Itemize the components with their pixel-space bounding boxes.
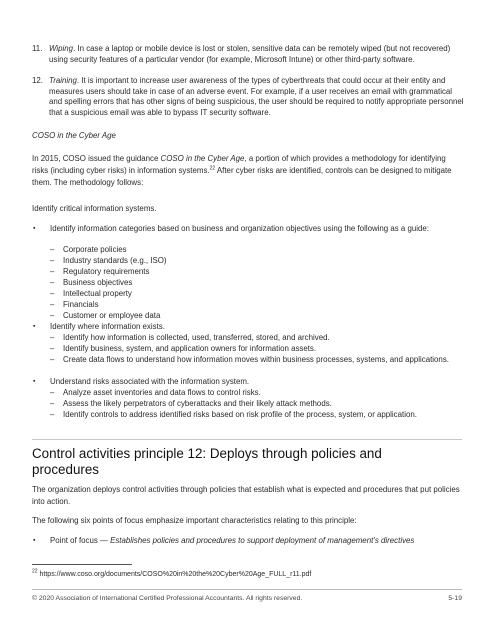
dash-icon: – — [50, 245, 55, 254]
sub-item-text: Industry standards (e.g., ISO) — [63, 256, 167, 265]
item-text: . In case a laptop or mobile device is lost or stolen, sensitive data can be remotely wiped (but not recovered) using security features of a particular vendor (for example, Microsoft Intune) or other third-party software. — [49, 44, 451, 64]
footnote — [32, 570, 462, 579]
footer-divider — [32, 589, 462, 590]
list-item-12 — [32, 76, 464, 118]
bullet-text: Identify where information exists. — [50, 322, 165, 331]
dash-icon: – — [50, 300, 55, 309]
dash-icon: – — [50, 333, 55, 342]
bullet-text: Identify information categories based on business and organization objectives using the following as a guide: — [50, 224, 429, 233]
intro-post: After cyber risks are identified, controls can be designed to mitigate them. The methodology follows: — [32, 165, 452, 187]
sub-item — [50, 300, 460, 311]
sub-item-text: Financials — [63, 300, 99, 309]
sub-item-text: Intellectual property — [63, 289, 132, 298]
footnote-divider — [32, 564, 132, 565]
dash-icon: – — [50, 256, 55, 265]
dash-icon: – — [50, 278, 55, 287]
dash-icon: – — [50, 311, 55, 320]
intro-paragraph — [32, 153, 464, 188]
paragraph: The organization deploys control activities through policies that establish what is expected and procedures that put policies into action. — [32, 485, 460, 506]
footnote-url[interactable]: https://www.coso.org/documents/COSO%20in%20the%20Cyber%20Age_FULL_r11.pdf — [39, 571, 312, 578]
dash-icon: – — [50, 399, 55, 408]
sub-item-text: Identify business, system, and application owners for information assets. — [63, 344, 317, 353]
sub-item-text: Identify how information is collected, used, transferred, stored, and archived. — [63, 333, 330, 342]
dash-icon: – — [50, 355, 55, 364]
item-title: Wiping — [49, 44, 74, 53]
page-footer — [32, 594, 462, 603]
page-number: 5-19 — [448, 595, 462, 602]
intro-mid: , a portion of which provides a methodology for identifying risks (including cyber risks) in information systems. — [32, 154, 446, 175]
sub-item — [50, 410, 460, 421]
intro-title: COSO in the Cyber Age — [160, 154, 245, 163]
sub-item — [50, 256, 460, 267]
sub-item — [50, 311, 460, 322]
sub-item — [50, 245, 460, 256]
bullet-icon: ▪ — [33, 378, 36, 385]
sub-item — [50, 388, 460, 399]
bullet-icon: ▪ — [33, 225, 36, 232]
dash-icon: – — [50, 410, 55, 419]
item-text: . It is important to increase user awareness of the types of cyberthreats that could occur at their entity and measures users should take in case of an adverse event. For example, if a user receives an email with grammatical and spelling errors that has other signs of being suspicious, the user should be required to notify appropriate personnel that a suspicious email was able to bypass IT security software. — [49, 76, 464, 117]
section-divider — [32, 439, 462, 440]
sub-item — [50, 278, 460, 289]
sub-item — [50, 333, 460, 344]
intro-pre: In 2015, COSO issued the guidance — [32, 154, 161, 163]
coso-subheading: COSO in the Cyber Age — [32, 131, 116, 140]
item-title: Training — [49, 76, 77, 85]
footnote-ref: 22 — [209, 165, 216, 172]
item-number: 11. — [32, 44, 43, 53]
sub-item — [50, 355, 460, 366]
focus-label: Point of focus — [50, 536, 98, 545]
sub-item-text: Regulatory requirements — [63, 267, 150, 276]
dash-icon: – — [50, 344, 55, 353]
sub-item-text: Identify controls to address identified risks based on risk profile of the process, system, or application. — [63, 410, 417, 419]
footnote-number: 22 — [32, 568, 38, 575]
sub-item — [50, 267, 460, 278]
sub-item-text: Corporate policies — [63, 245, 127, 254]
dash-icon: – — [50, 289, 55, 298]
list-item-11 — [32, 44, 464, 65]
sub-item-text: Create data flows to understand how information moves within business processes, systems, and applications. — [63, 355, 449, 364]
sub-item-text: Customer or employee data — [63, 311, 161, 320]
item-number: 12. — [32, 76, 43, 85]
sub-item-text: Business objectives — [63, 278, 133, 287]
bullet-item — [32, 322, 462, 333]
bullet-text: Understand risks associated with the information system. — [50, 377, 250, 386]
section-heading: Control activities principle 12: Deploys through policies and procedures — [32, 446, 382, 477]
sub-item-text: Analyze asset inventories and data flows to control risks. — [63, 388, 261, 397]
bullet-item — [32, 377, 462, 388]
identify-heading: Identify critical information systems. — [32, 204, 157, 213]
sub-item — [50, 289, 460, 300]
focus-dash: — — [97, 536, 111, 545]
bullet-icon: ▪ — [33, 323, 36, 330]
copyright: © 2020 Association of International Certified Professional Accountants. All rights reserved. — [32, 595, 303, 602]
paragraph: The following six points of focus emphasize important characteristics relating to this principle: — [32, 516, 357, 525]
dash-icon: – — [50, 267, 55, 276]
bullet-item — [32, 224, 462, 235]
dash-icon: – — [50, 388, 55, 397]
bullet-icon: ▪ — [33, 537, 36, 544]
sub-item — [50, 399, 460, 410]
focus-bullet — [32, 536, 462, 547]
sub-item — [50, 344, 460, 355]
sub-item-text: Assess the likely perpetrators of cyberattacks and their likely attack methods. — [63, 399, 332, 408]
focus-text: Establishes policies and procedures to support deployment of management’s directives — [110, 536, 415, 545]
